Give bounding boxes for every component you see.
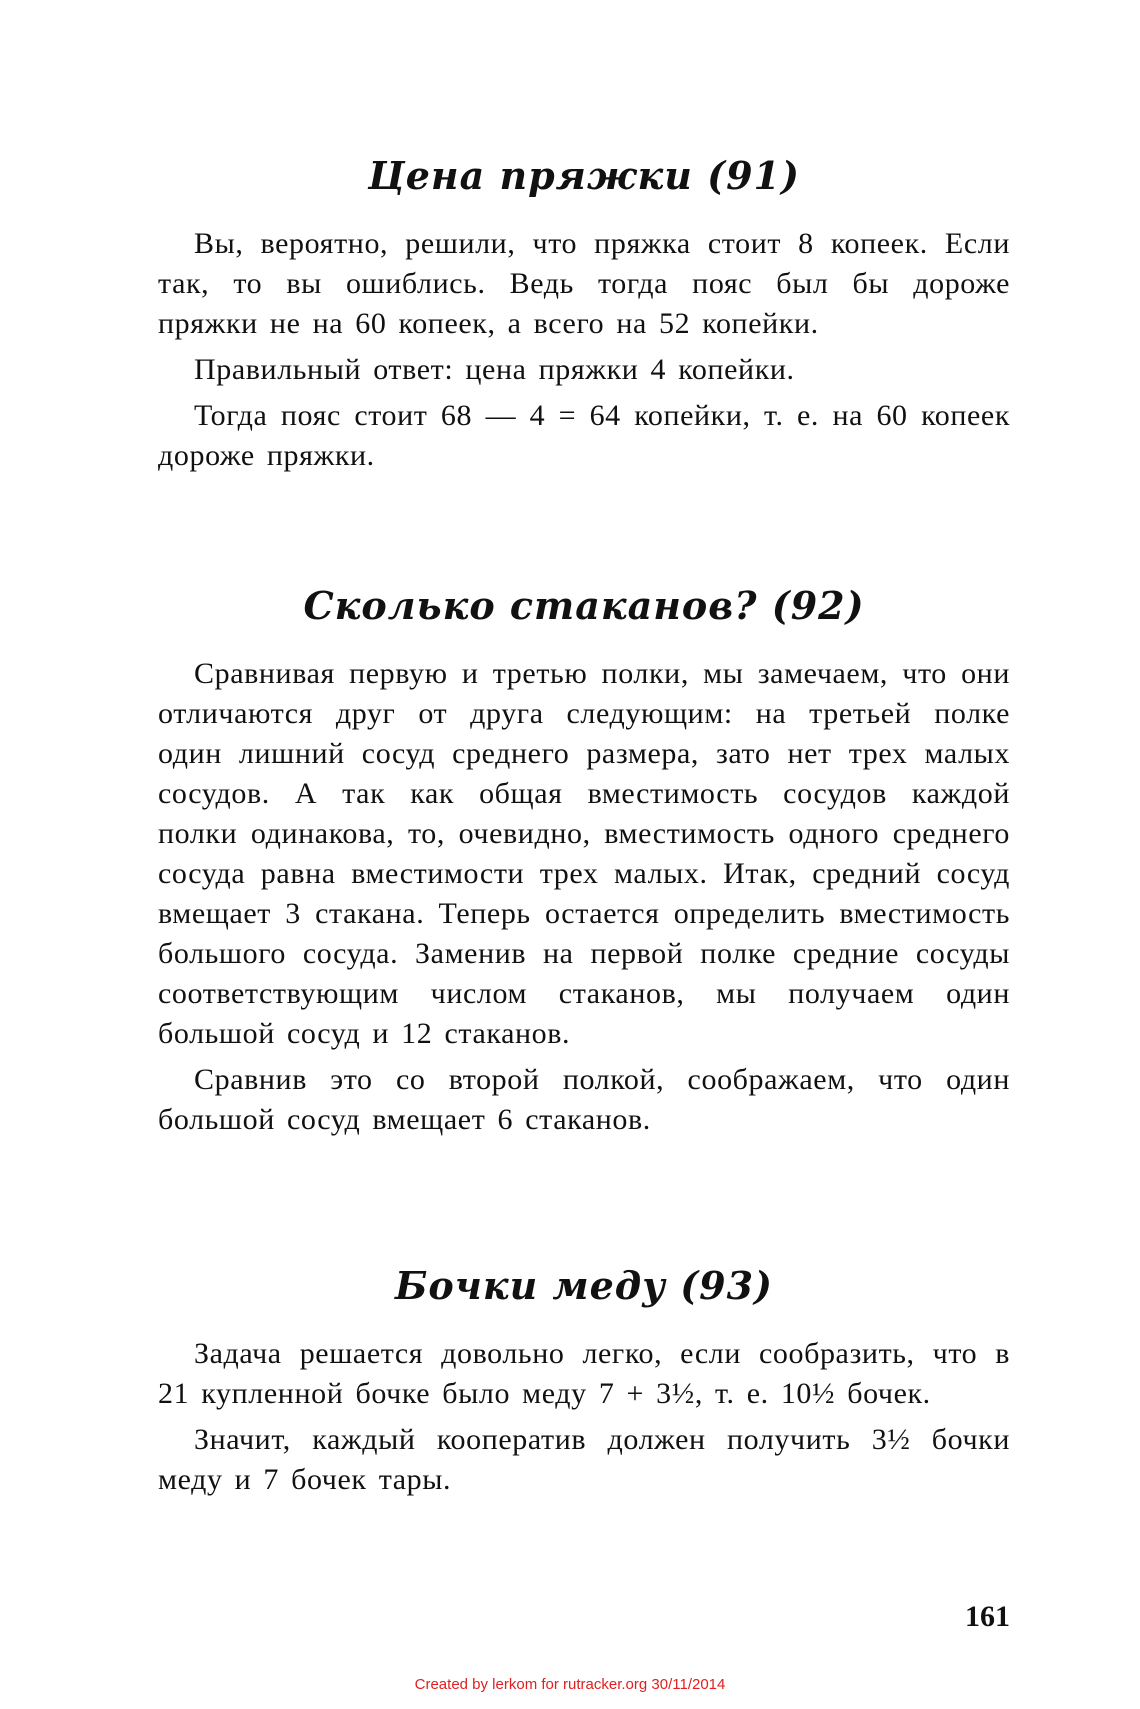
section-heading: Бочки меду (93) — [394, 1263, 774, 1308]
paragraph: Сравнивая первую и третью полки, мы замечаем, что они отличаются друг от друга следующим: на третьей полке один лишний сосуд среднего размера, зато нет трех малых сосудов. А так как общая вместимость сосудов каждой полки одинакова, то, очевидно, вместимость одного среднего сосуда равна вместимости трех малых. Итак, средний сосуд вмещает 3 стакана. Теперь остается определить вместимость большого сосуда. Заменив на первой полке средние сосуды соответствующим числом стаканов, мы получаем один большой сосуд и 12 стаканов. — [158, 657, 1010, 1050]
paragraph: Сравнив это со второй полкой, соображаем, что один большой сосуд вмещает 6 стаканов. — [158, 1063, 1010, 1136]
paragraph: Вы, вероятно, решили, что пряжка стоит 8 копеек. Если так, то вы ошиблись. Ведь тогда пояс был бы дороже пряжки не на 60 копеек, а всего на 52 копейки. — [158, 227, 1010, 340]
paragraph: Задача решается довольно легко, если сообразить, что в 21 купленной бочке было меду 7 + 3½, т. е. 10½ бочек. — [158, 1337, 1010, 1410]
section-heading: Цена пряжки (91) — [368, 153, 800, 198]
section-belt-buckle — [158, 152, 1010, 482]
page-number: 161 — [965, 1600, 1010, 1633]
section-glasses — [158, 582, 1010, 1146]
section-heading: Сколько стаканов? (92) — [303, 583, 865, 628]
paragraph: Значит, каждый кооператив должен получить 3½ бочки меду и 7 бочек тары. — [158, 1423, 1010, 1496]
section-honey-barrels — [158, 1262, 1010, 1506]
watermark-text: Created by lerkom for rutracker.org 30/11/2014 — [414, 1676, 726, 1693]
paragraph: Правильный ответ: цена пряжки 4 копейки. — [194, 353, 795, 386]
paragraph: Тогда пояс стоит 68 — 4 = 64 копейки, т. е. на 60 копеек дороже пряжки. — [158, 399, 1010, 472]
